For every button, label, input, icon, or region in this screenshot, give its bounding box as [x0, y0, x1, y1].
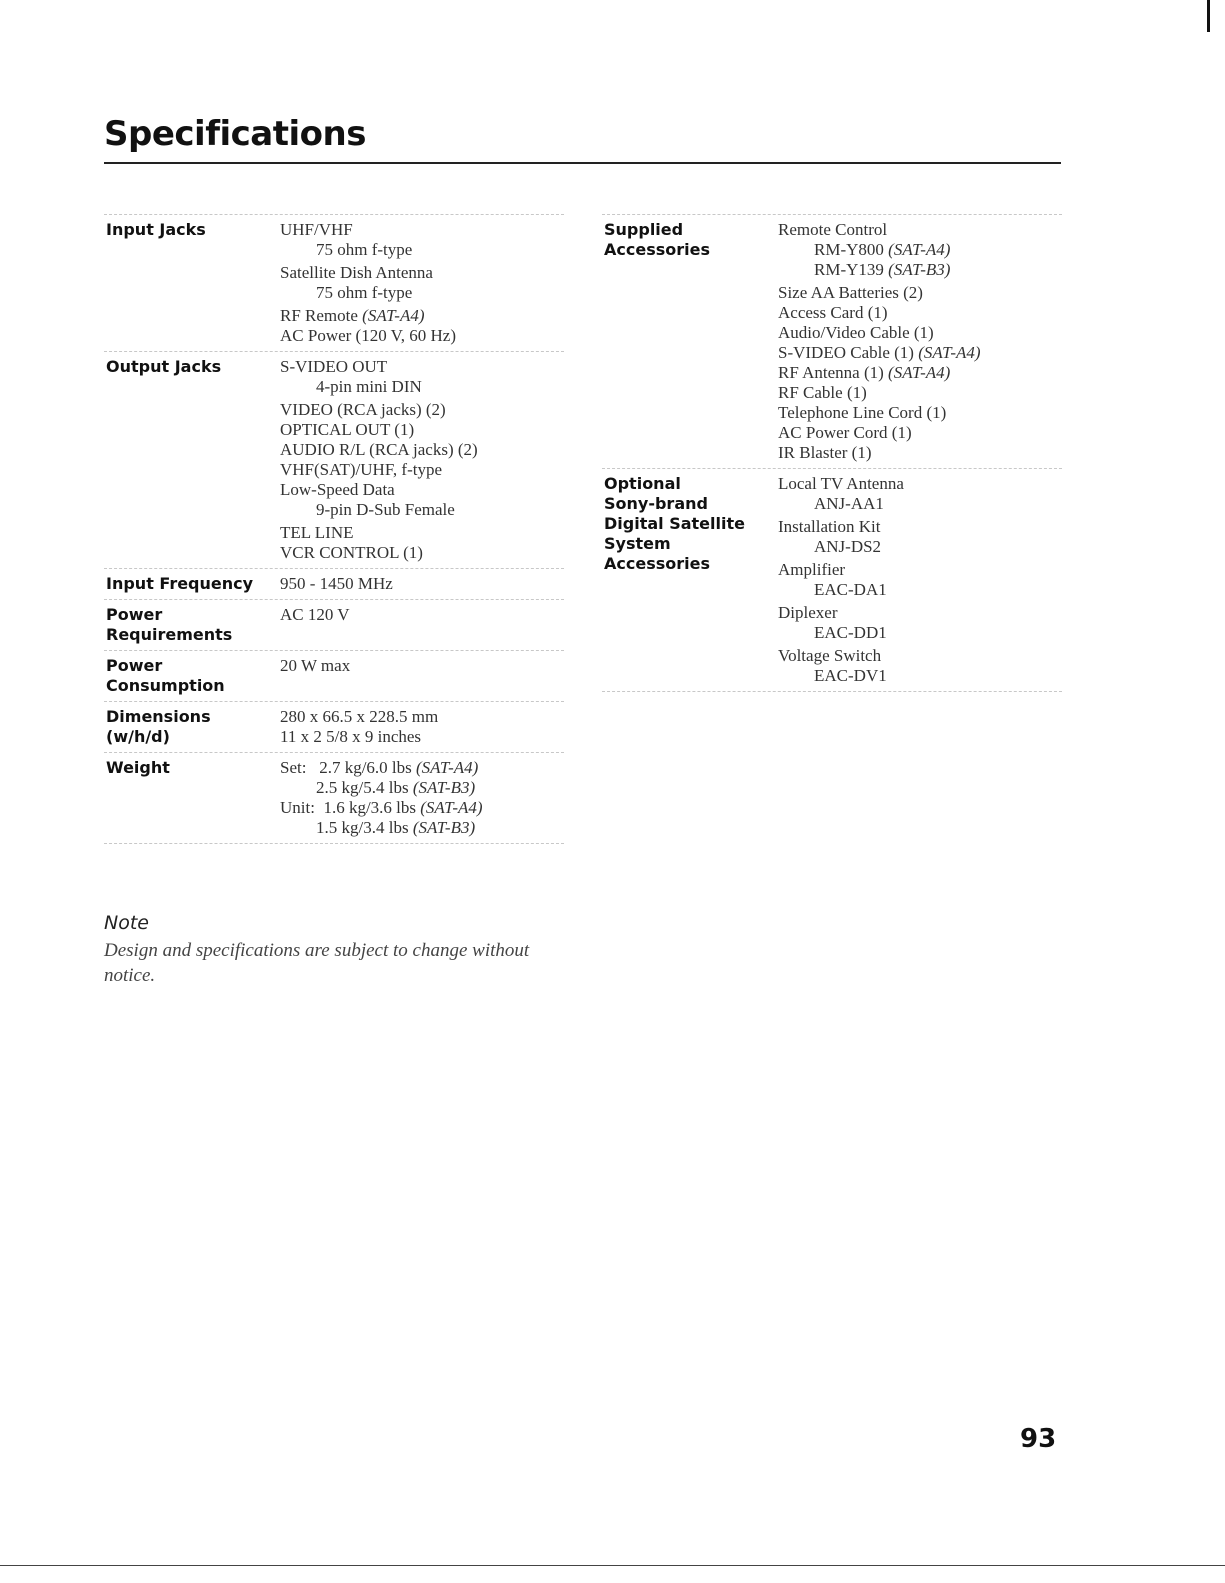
spec-value-text: UHF/VHF [280, 220, 353, 239]
spec-value-text: 280 x 66.5 x 228.5 mm [280, 707, 439, 726]
spec-value-text: Unit: 1.6 kg/3.6 lbs [280, 798, 421, 817]
spec-value [280, 326, 456, 346]
spec-value-text: 75 ohm f-type [316, 283, 413, 302]
spec-value [778, 474, 904, 494]
spec-value [778, 323, 981, 343]
spec-values [280, 656, 350, 696]
spec-value-text: 2.5 kg/5.4 lbs [316, 778, 413, 797]
spec-label-line: Weight [106, 758, 170, 777]
spec-value-text: RF Cable (1) [778, 383, 867, 402]
model-tag: (SAT-A4) [918, 343, 981, 362]
title-rule [104, 162, 1061, 164]
spec-label [104, 357, 280, 563]
spec-label-line: Input Jacks [106, 220, 206, 239]
spec-value [778, 580, 904, 600]
model-tag: (SAT-B3) [412, 778, 476, 797]
spec-values [280, 220, 456, 346]
spec-value-text: 75 ohm f-type [316, 240, 413, 259]
spec-value-text: Telephone Line Cord (1) [778, 403, 947, 422]
spec-label [602, 474, 778, 686]
spec-label [104, 656, 280, 696]
spec-value [778, 240, 981, 260]
spec-value [778, 283, 981, 303]
spec-value-text: S-VIDEO OUT [280, 357, 388, 376]
spec-value [778, 603, 904, 623]
spec-value [778, 537, 904, 557]
spec-value [778, 363, 981, 383]
model-tag: (SAT-A4) [420, 798, 483, 817]
spec-label [104, 707, 280, 747]
model-tag: (SAT-A4) [888, 240, 951, 259]
spec-value [280, 263, 456, 283]
page-number: 93 [1020, 1424, 1057, 1454]
spec-label-line: Supplied [604, 220, 684, 239]
spec-values [280, 707, 438, 747]
spec-value-text: RF Antenna (1) [778, 363, 889, 382]
spec-value-text: 4-pin mini DIN [316, 377, 422, 396]
spec-row [104, 599, 564, 650]
spec-label-line: Power [106, 656, 163, 675]
spec-value [280, 605, 350, 625]
spec-value [778, 343, 981, 363]
spec-value-text: RM-Y139 [814, 260, 889, 279]
spec-value [280, 377, 478, 397]
spec-values [280, 574, 393, 594]
spec-row [104, 214, 564, 351]
spec-value-text: 950 - 1450 MHz [280, 574, 393, 593]
spec-value [280, 420, 478, 440]
model-tag: (SAT-A4) [416, 758, 479, 777]
spec-row [104, 568, 564, 599]
spec-value [280, 480, 478, 500]
model-tag: (SAT-B3) [412, 818, 476, 837]
spec-label [104, 758, 280, 838]
spec-values [778, 474, 904, 686]
spec-label-line: Power [106, 605, 163, 624]
spec-row [104, 650, 564, 701]
spec-value-text: AUDIO R/L (RCA jacks) (2) [280, 440, 478, 459]
spec-value [280, 758, 483, 778]
spec-value [280, 798, 483, 818]
spec-row [104, 752, 564, 844]
spec-value [280, 574, 393, 594]
spec-label-line: Input Frequency [106, 574, 254, 593]
model-tag: (SAT-A4) [362, 306, 425, 325]
spec-label-line: Accessories [604, 240, 710, 259]
spec-value [280, 240, 456, 260]
spec-label [104, 605, 280, 645]
spec-value [280, 400, 478, 420]
spec-value-text: 20 W max [280, 656, 351, 675]
spec-value-text: AC Power Cord (1) [778, 423, 912, 442]
spec-value-text: EAC-DV1 [814, 666, 887, 685]
spec-value [280, 523, 478, 543]
spec-value-text: Access Card (1) [778, 303, 888, 322]
spec-value [778, 303, 981, 323]
model-tag: (SAT-A4) [888, 363, 951, 382]
spec-value-text: RF Remote [280, 306, 363, 325]
spec-row [602, 214, 1062, 468]
spec-value-text: IR Blaster (1) [778, 443, 872, 462]
spec-value [280, 727, 438, 747]
spec-row [602, 468, 1062, 692]
spec-value-text: TEL LINE [280, 523, 354, 542]
spec-value-text: OPTICAL OUT (1) [280, 420, 415, 439]
spec-values [778, 220, 981, 463]
spec-value-text: VCR CONTROL (1) [280, 543, 423, 562]
spec-label [104, 574, 280, 594]
spec-value-text: Set: 2.7 kg/6.0 lbs [280, 758, 417, 777]
spec-value-text: Satellite Dish Antenna [280, 263, 433, 282]
spec-value [778, 220, 981, 240]
spec-value [280, 656, 350, 676]
spec-value [778, 560, 904, 580]
spec-value [280, 460, 478, 480]
spec-label-line: Optional [604, 474, 681, 493]
spec-value-text: VHF(SAT)/UHF, f-type [280, 460, 443, 479]
spec-value [778, 646, 904, 666]
spec-row [104, 351, 564, 568]
spec-value [778, 494, 904, 514]
spec-label-line: Output Jacks [106, 357, 222, 376]
spec-row [104, 701, 564, 752]
spec-label-line: Requirements [106, 625, 233, 644]
page-title: Specifications [104, 114, 366, 154]
spec-value [778, 666, 904, 686]
spec-label-line: (w/h/d) [106, 727, 170, 746]
spec-value-text: Local TV Antenna [778, 474, 904, 493]
spec-value [280, 283, 456, 303]
model-tag: (SAT-B3) [888, 260, 951, 279]
spec-value [778, 423, 981, 443]
spec-value [778, 623, 904, 643]
spec-value [778, 443, 981, 463]
spec-value-text: S-VIDEO Cable (1) [778, 343, 919, 362]
note-heading: Note [104, 912, 149, 934]
spec-value [280, 778, 483, 798]
spec-value [280, 818, 483, 838]
spec-value-text: EAC-DD1 [814, 623, 887, 642]
spec-value-text: 9-pin D-Sub Female [316, 500, 455, 519]
spec-value [280, 440, 478, 460]
spec-value [280, 357, 478, 377]
note-text: Design and specifications are subject to change without notice. [104, 940, 530, 986]
spec-value-text: Installation Kit [778, 517, 881, 536]
spec-value-text: Amplifier [778, 560, 846, 579]
spec-value-text: Remote Control [778, 220, 888, 239]
spec-value-text: EAC-DA1 [814, 580, 887, 599]
spec-value-text: Audio/Video Cable (1) [778, 323, 934, 342]
spec-label-line: Digital Satellite [604, 514, 745, 533]
spec-value [778, 383, 981, 403]
spec-label-line: Consumption [106, 676, 225, 695]
spec-value-text: Low-Speed Data [280, 480, 395, 499]
spec-value-text: ANJ-DS2 [814, 537, 882, 556]
spec-value [280, 306, 456, 326]
spec-values [280, 605, 350, 645]
spec-value-text: RM-Y800 [814, 240, 889, 259]
right-spec-column [602, 214, 1062, 692]
bottom-rule [0, 1565, 1225, 1566]
spec-value [778, 517, 904, 537]
spec-value [280, 543, 478, 563]
spec-value [280, 707, 438, 727]
spec-value-text: 11 x 2 5/8 x 9 inches [280, 727, 422, 746]
spec-value-text: AC Power (120 V, 60 Hz) [280, 326, 456, 345]
spec-value-text: Diplexer [778, 603, 838, 622]
spec-label-line: Dimensions [106, 707, 211, 726]
spec-value-text: VIDEO (RCA jacks) (2) [280, 400, 446, 419]
spec-value-text: ANJ-AA1 [814, 494, 884, 513]
spec-value-text: Size AA Batteries (2) [778, 283, 923, 302]
spec-value-text: AC 120 V [280, 605, 350, 624]
spec-values [280, 758, 483, 838]
spec-label [602, 220, 778, 463]
spec-value [778, 260, 981, 280]
spec-value [280, 500, 478, 520]
spec-value [778, 403, 981, 423]
left-spec-column [104, 214, 564, 844]
spec-values [280, 357, 478, 563]
page-edge-mark [1207, 0, 1210, 32]
spec-value-text: 1.5 kg/3.4 lbs [316, 818, 413, 837]
spec-value [280, 220, 456, 240]
spec-value-text: Voltage Switch [778, 646, 882, 665]
spec-label-line: System Accessories [604, 534, 710, 573]
spec-label-line: Sony-brand [604, 494, 708, 513]
spec-label [104, 220, 280, 346]
